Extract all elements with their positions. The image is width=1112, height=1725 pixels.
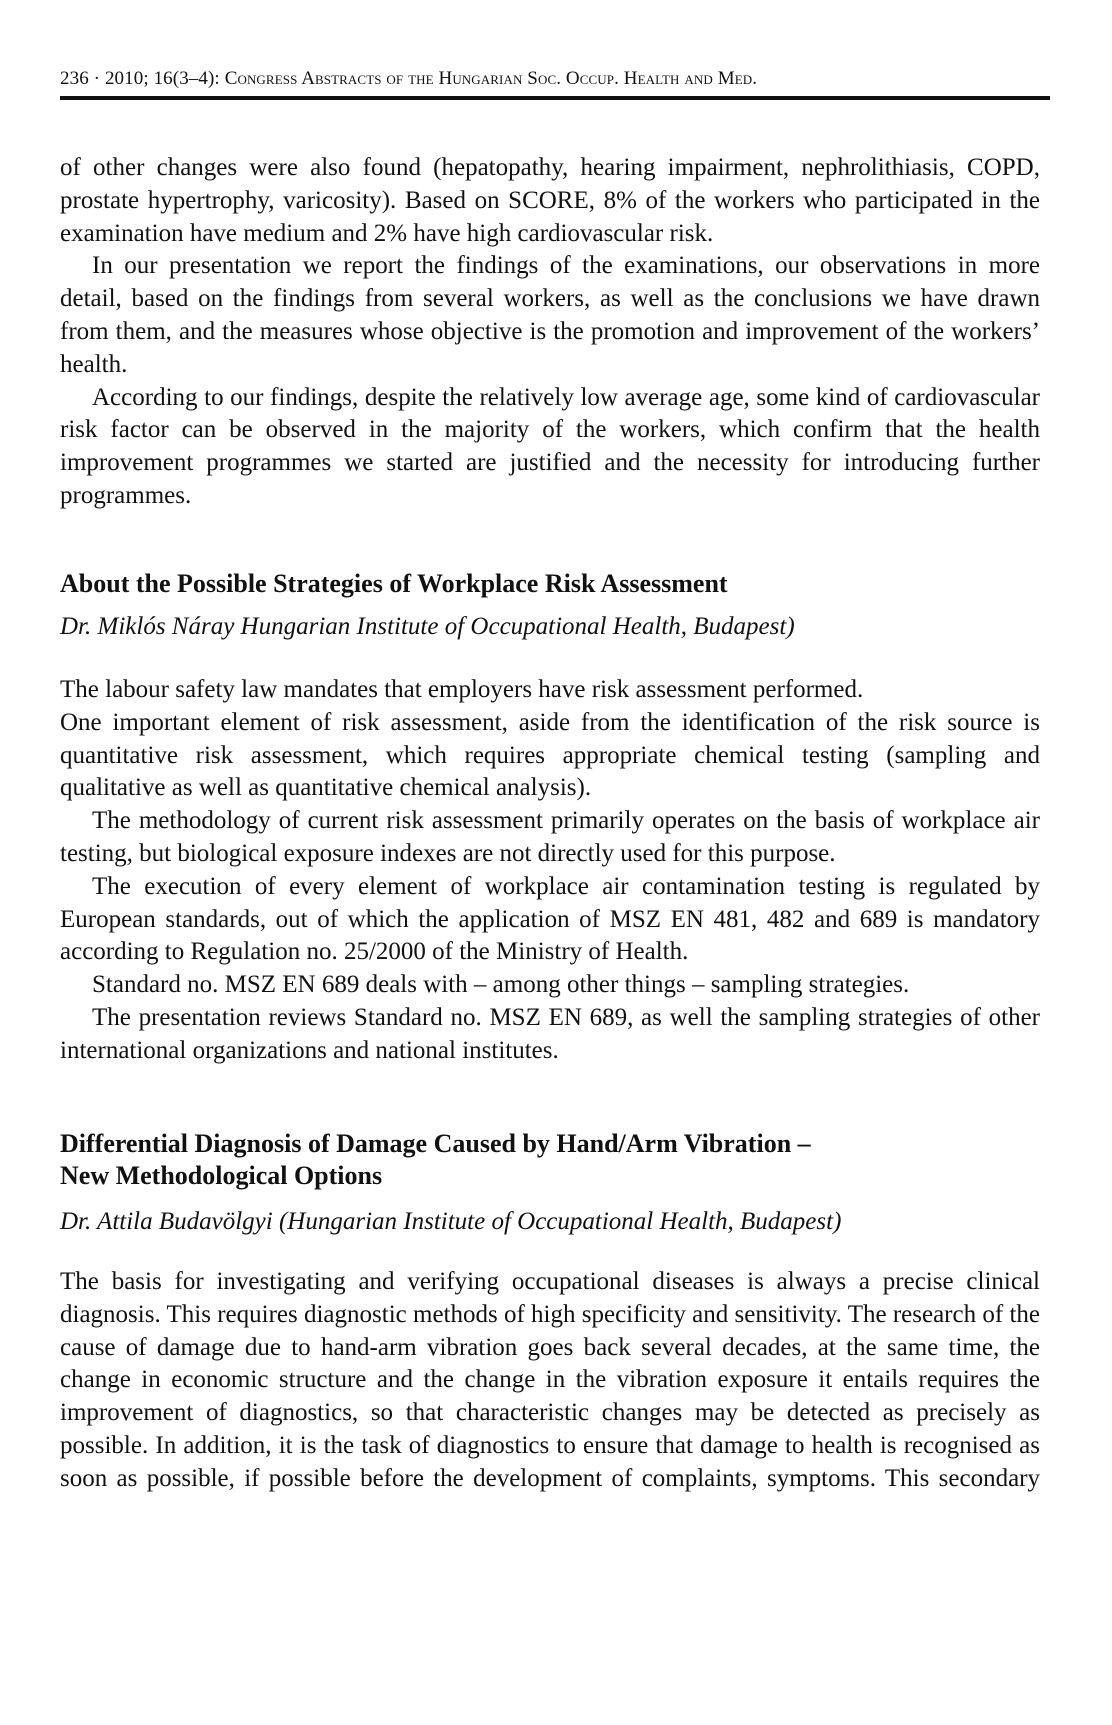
paragraph: According to our findings, despite the relatively low average age, some kind of cardiovascular risk factor can be observed in the majority of the workers, which confirm that the health improvement programmes we started are justified and the necessity for introducing further programmes. <box>60 383 1040 509</box>
separator-dot: · <box>93 68 105 89</box>
paragraph: The presentation reviews Standard no. MSZ EN 689, as well the sampling strategies of other international organizations and national institutes. <box>60 1003 1040 1064</box>
paragraph: Standard no. MSZ EN 689 deals with – among other things – sampling strategies. <box>92 971 910 999</box>
journal-title: Congress Abstracts of the Hungarian Soc. Occup. Health and Med. <box>224 68 758 89</box>
abstract-title-line-2: New Methodological Options <box>60 1161 383 1190</box>
abstract-vibration <box>60 1128 1040 1238</box>
abstract-body <box>60 674 1040 1068</box>
paragraph: The execution of every element of workplace air contamination testing is regulated by European standards, out of which the application of MSZ EN 481, 482 and 689 is mandatory according to Regulation no. 25/2000 of the Ministry of Health. <box>60 872 1040 966</box>
header-rule <box>60 96 1050 100</box>
page-number: 236 <box>60 68 89 89</box>
abstract-author: Dr. Attila Budavölgyi (Hungarian Institute of Occupational Health, Budapest) <box>60 1208 842 1235</box>
abstract-risk-assessment <box>60 568 1040 643</box>
abstract-title-line-1: Differential Diagnosis of Damage Caused by Hand/Arm Vibration – <box>60 1129 811 1158</box>
paragraph: of other changes were also found (hepatopathy, hearing impairment, nephrolithiasis, COPD, prostate hypertrophy, varicosity). Based on SCORE, 8% of the workers who participated in the examination have medium and 2% have high cardiovascular risk. <box>60 154 1040 247</box>
running-head <box>60 68 757 90</box>
paragraph: In our presentation we report the findings of the examinations, our observations in more detail, based on the findings from several workers, as well as the conclusions we have drawn from them, and the measures whose objective is the promotion and improvement of the workers’ health. <box>60 252 1040 378</box>
paragraph: The basis for investigating and verifying occupational diseases is always a precise clinical diagnosis. This requires diagnostic methods of high specificity and sensitivity. The research of the cause of damage due to hand-arm vibration goes back several decades, at the same time, the change in economic structure and the change in the vibration exposure it entails requires the improvement of diagnostics, so that characteristic changes may be detected as precisely as possible. In addition, it is the task of diagnostics to ensure that damage to health is recognised as soon as possible, if possible before the development of complaints, symptoms. This secondary <box>60 1268 1040 1492</box>
abstract-title: About the Possible Strategies of Workplace Risk Assessment <box>60 569 728 598</box>
abstract-author: Dr. Miklós Náray Hungarian Institute of Occupational Health, Budapest) <box>60 613 795 640</box>
paragraph: The methodology of current risk assessment primarily operates on the basis of workplace air testing, but biological exposure indexes are not directly used for this purpose. <box>60 807 1040 867</box>
paragraph: One important element of risk assessment, aside from the identification of the risk source is quantitative risk assessment, which requires appropriate chemical testing (sampling and qualitative as well as quantitative chemical analysis). <box>60 708 1040 802</box>
issue-info: 2010; 16(3–4): <box>104 68 220 89</box>
abstract-body <box>60 1266 1040 1496</box>
paragraph: The labour safety law mandates that employers have risk assessment performed. <box>60 676 864 703</box>
continuation-section <box>60 152 1040 513</box>
